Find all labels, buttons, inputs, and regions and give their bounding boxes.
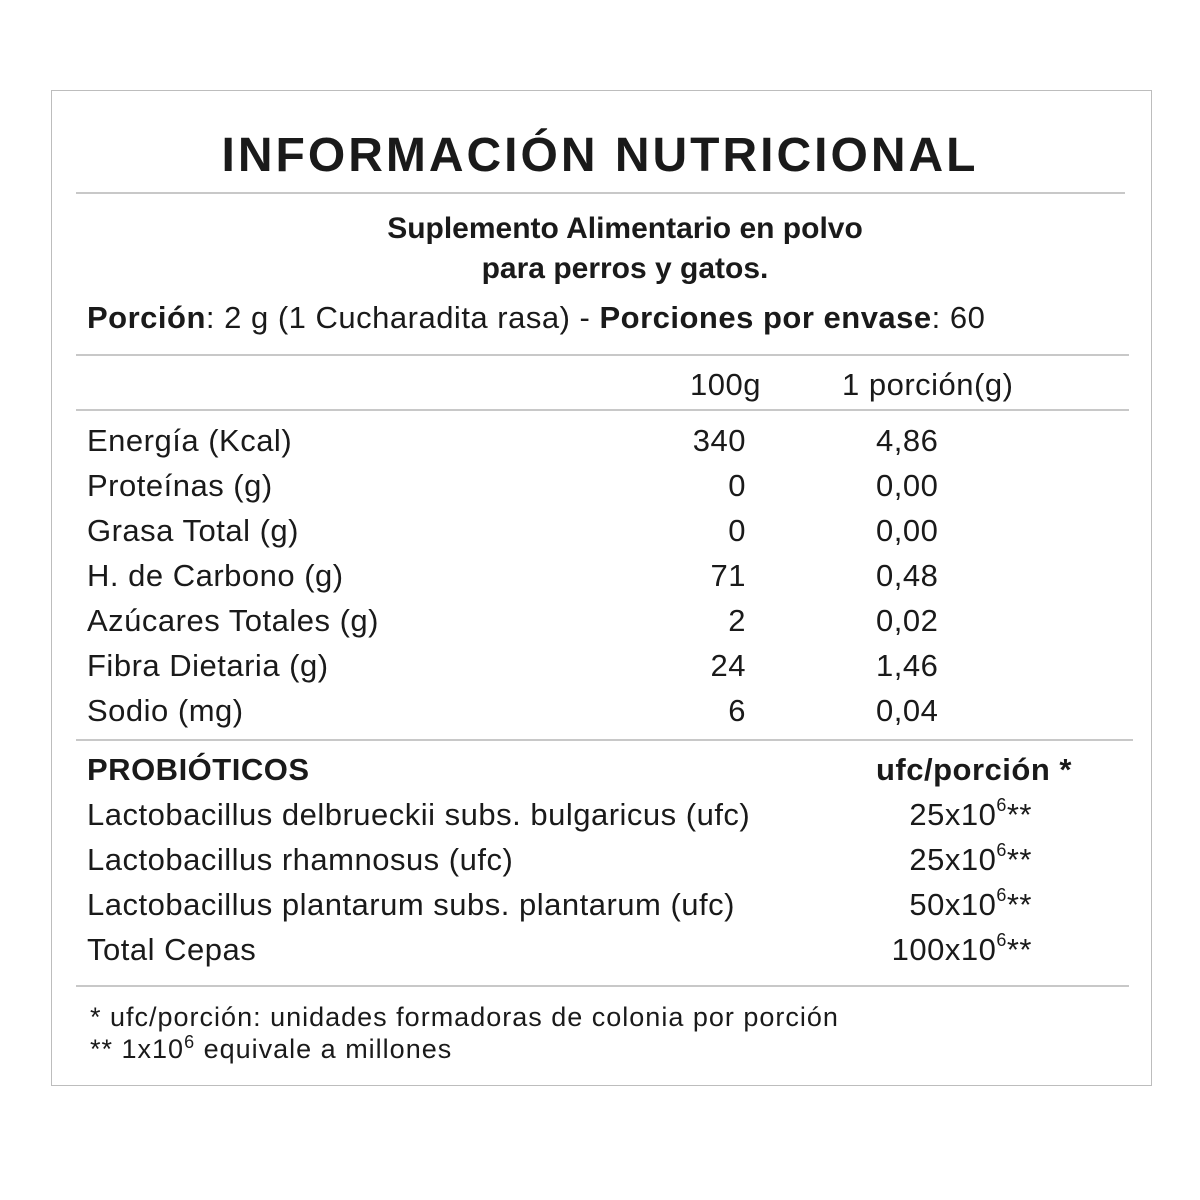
probiotics-heading: PROBIÓTICOS — [87, 752, 310, 787]
probiotic-name: Total Cepas — [87, 932, 257, 967]
divider — [76, 409, 1129, 411]
probiotic-name: Lactobacillus plantarum subs. plantarum (ufc) — [87, 887, 735, 922]
probiotic-value — [832, 887, 1032, 923]
probiotic-value — [832, 797, 1032, 833]
per-container-label: Porciones por envase — [599, 300, 932, 335]
value-base: 100x10 — [891, 932, 997, 967]
footnote-exponent: 6 — [184, 1032, 196, 1052]
value-mark: ** — [1006, 842, 1032, 877]
footnote: * ufc/porción: unidades formadoras de colonia por porción — [90, 1002, 839, 1032]
footnote — [90, 1034, 452, 1065]
subtitle: Suplemento Alimentario en polvo — [387, 212, 863, 245]
nutrient-portion: 0,02 — [876, 603, 939, 638]
column-header-portion: 1 porción(g) — [842, 367, 1014, 402]
nutrient-name: H. de Carbono (g) — [87, 558, 344, 593]
nutrient-portion: 0,04 — [876, 693, 939, 728]
nutrient-portion: 1,46 — [876, 648, 939, 683]
probiotic-value — [832, 842, 1032, 878]
divider — [76, 739, 1133, 741]
serving-label: Porción — [87, 300, 206, 335]
nutrient-name: Energía (Kcal) — [87, 423, 293, 458]
value-mark: ** — [1006, 932, 1032, 967]
value-exponent: 6 — [996, 840, 1007, 860]
nutrient-per100: 0 — [728, 468, 746, 503]
probiotics-unit-heading: ufc/porción * — [876, 752, 1072, 787]
nutrient-name: Azúcares Totales (g) — [87, 603, 379, 638]
nutrient-portion: 4,86 — [876, 423, 939, 458]
value-mark: ** — [1006, 797, 1032, 832]
divider — [76, 192, 1125, 194]
nutrient-portion: 0,00 — [876, 468, 939, 503]
page-title: INFORMACIÓN NUTRICIONAL — [221, 129, 979, 182]
nutrient-per100: 0 — [728, 513, 746, 548]
footnote-text: equivale a millones — [195, 1034, 453, 1064]
nutrient-per100: 71 — [710, 558, 746, 593]
value-exponent: 6 — [996, 930, 1007, 950]
value-exponent: 6 — [996, 795, 1007, 815]
nutrient-per100: 24 — [710, 648, 746, 683]
value-base: 25x10 — [909, 797, 997, 832]
nutrient-name: Proteínas (g) — [87, 468, 273, 503]
divider — [76, 354, 1129, 356]
probiotic-name: Lactobacillus delbrueckii subs. bulgaricus (ufc) — [87, 797, 751, 832]
value-exponent: 6 — [996, 885, 1007, 905]
column-header-100g: 100g — [690, 367, 761, 402]
nutrient-name: Fibra Dietaria (g) — [87, 648, 329, 683]
divider — [76, 985, 1129, 987]
nutrient-name: Grasa Total (g) — [87, 513, 299, 548]
probiotic-value — [832, 932, 1032, 968]
serving-value: : 2 g (1 Cucharadita rasa) - — [205, 300, 600, 335]
per-container-value: : 60 — [931, 300, 986, 335]
nutrient-per100: 6 — [728, 693, 746, 728]
value-base: 50x10 — [909, 887, 997, 922]
serving-info — [87, 300, 985, 336]
nutrient-portion: 0,48 — [876, 558, 939, 593]
footnote-text: ** 1x10 — [90, 1034, 185, 1064]
nutrient-name: Sodio (mg) — [87, 693, 244, 728]
value-base: 25x10 — [909, 842, 997, 877]
value-mark: ** — [1006, 887, 1032, 922]
subtitle: para perros y gatos. — [481, 252, 769, 285]
nutrient-portion: 0,00 — [876, 513, 939, 548]
nutrient-per100: 2 — [728, 603, 746, 638]
nutrient-per100: 340 — [692, 423, 746, 458]
probiotic-name: Lactobacillus rhamnosus (ufc) — [87, 842, 514, 877]
